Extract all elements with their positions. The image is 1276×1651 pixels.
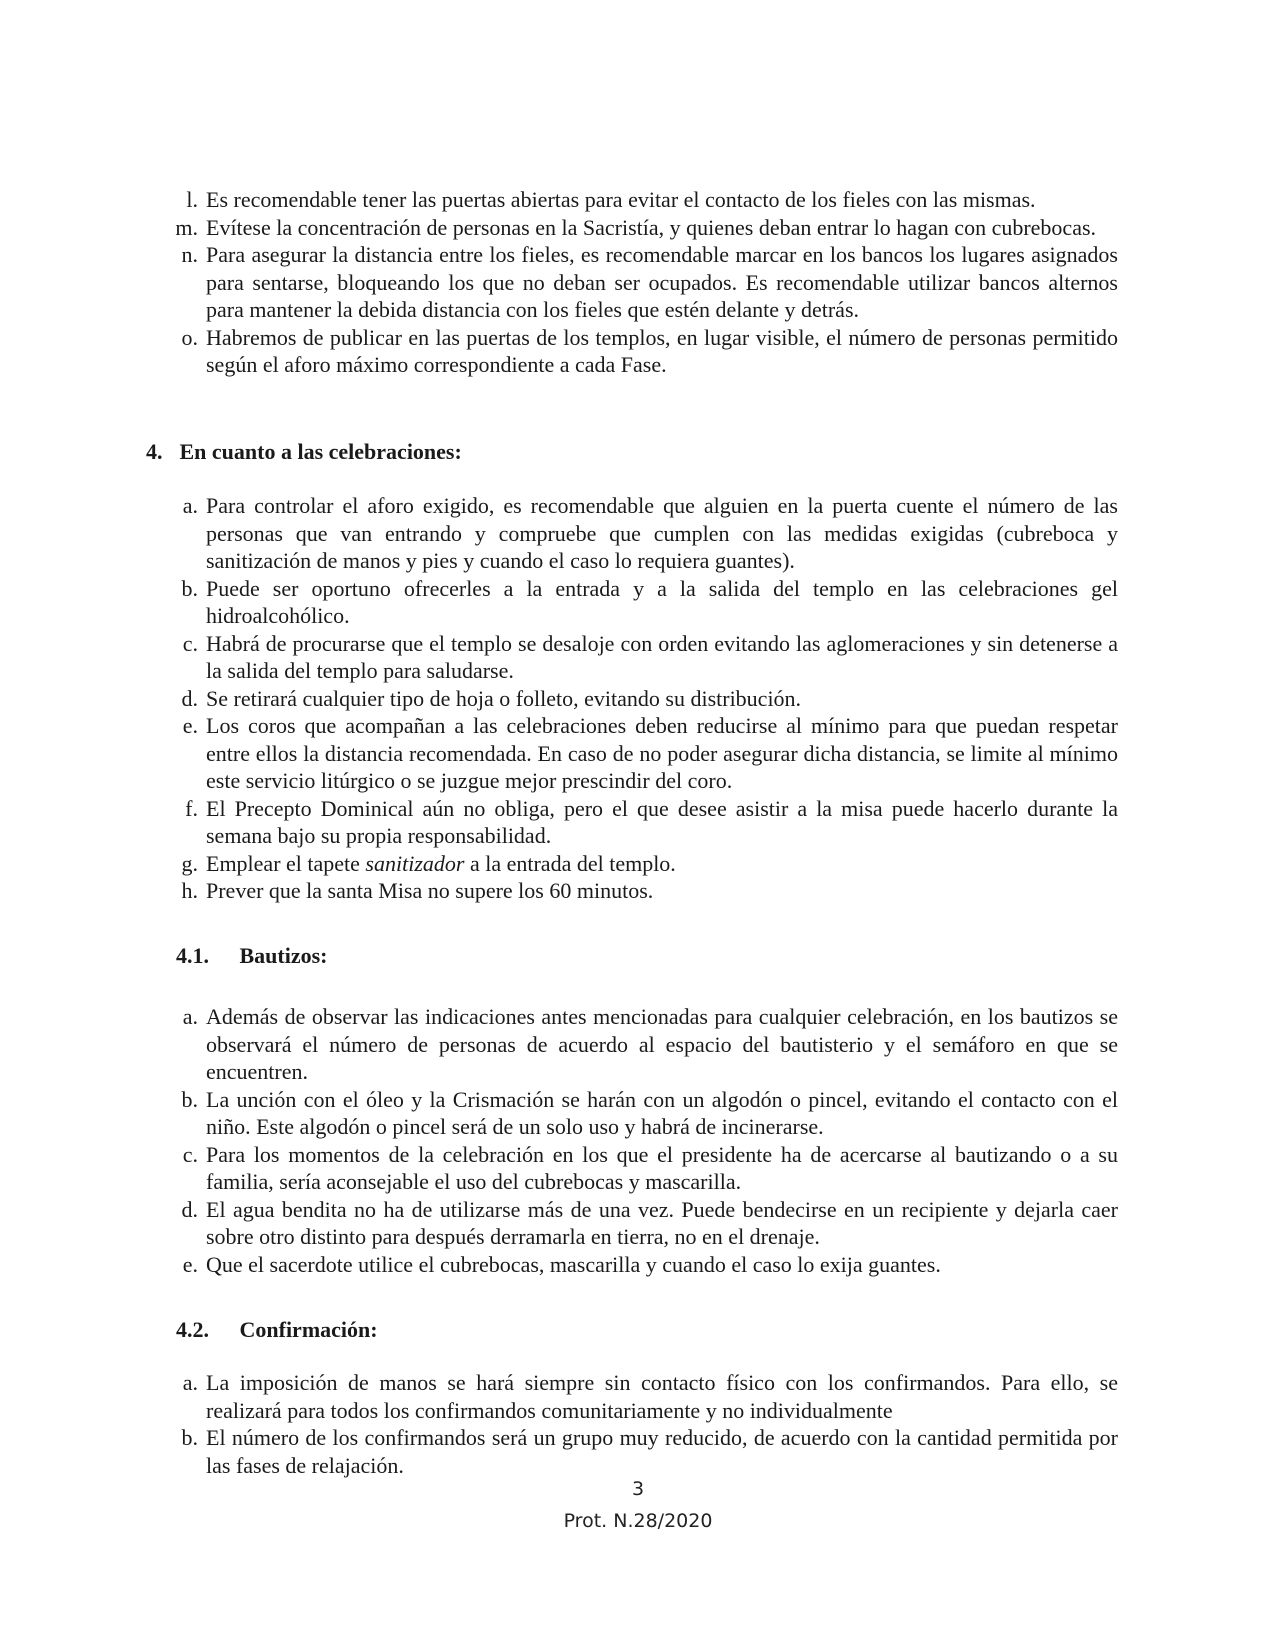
- list-item-text: La unción con el óleo y la Crismación se harán con un algodón o pincel, evitando el contacto con el niño. Este algodón o pincel será de un solo uso y habrá de incinerarse.: [206, 1086, 1118, 1139]
- list-marker: e.: [182, 1251, 198, 1277]
- list-marker: o.: [181, 324, 198, 350]
- list-marker: b.: [181, 1086, 198, 1112]
- list-marker: a.: [182, 1004, 198, 1029]
- list-item-text: Que el sacerdote utilice el cubrebocas, mascarilla y cuando el caso lo exija guantes.: [206, 1251, 941, 1277]
- subsection-number: 4.1.: [176, 943, 209, 968]
- list-marker: b.: [181, 575, 198, 601]
- subsection-heading: [176, 942, 328, 970]
- list-marker: e.: [182, 713, 198, 738]
- list-item-text: El número de los confirmandos será un grupo muy reducido, de acuerdo con la cantidad permitida por las fases de relajación.: [206, 1425, 1118, 1478]
- list-item: [176, 1251, 1118, 1279]
- list-item-text: Además de observar las indicaciones antes mencionadas para cualquier celebración, en los bautizos se observará el número de personas de acuerdo al espacio del bautisterio y el semáforo en que se encuentren.: [206, 1004, 1118, 1084]
- section-heading: [146, 438, 462, 466]
- list-item: [176, 1369, 1118, 1424]
- text-segment: Emplear el tapete: [206, 850, 366, 876]
- list-item: [176, 1424, 1118, 1479]
- list-item: [176, 1086, 1118, 1141]
- list-marker: h.: [181, 878, 198, 903]
- list-item-text: El Precepto Dominical aún no obliga, pero el que desee asistir a la misa puede hacerlo durante la semana bajo su propia responsabilidad.: [206, 795, 1118, 848]
- list-marker: d.: [181, 1196, 198, 1222]
- list-marker: c.: [182, 630, 198, 656]
- list-marker: b.: [181, 1425, 198, 1450]
- list-item-text: Para controlar el aforo exigido, es recomendable que alguien en la puerta cuente el número de las personas que van entrando y compruebe que cumplen con las medidas exigidas (cubreboca y sanitización de manos y pies y cuando el caso lo requiera guantes).: [206, 493, 1118, 573]
- section-number: 4.: [146, 439, 163, 464]
- page-number: 3: [631, 1478, 645, 1500]
- list-item: [176, 241, 1118, 324]
- list-item-text: Puede ser oportuno ofrecerles a la entrada y a la salida del templo en las celebraciones gel hidroalcohólico.: [206, 575, 1118, 628]
- list-item-text: Para asegurar la distancia entre los fieles, es recomendable marcar en los bancos los lugares asignados para sentarse, bloqueando los que no deban ser ocupados. Es recomendable utilizar bancos alternos para mantener la debida distancia con los fieles que estén delante y detrás.: [206, 242, 1118, 322]
- text-segment: a la entrada del templo.: [464, 850, 676, 876]
- list-marker: d.: [181, 685, 198, 711]
- list-item-text: Los coros que acompañan a las celebraciones deben reducirse al mínimo para que puedan respetar entre ellos la distancia recomendada. En caso de no poder asegurar dicha distancia, se limite al mínimo este servicio litúrgico o se juzgue mejor prescindir del coro.: [206, 713, 1118, 793]
- list-marker: f.: [185, 795, 198, 821]
- subsection-heading: [176, 1316, 378, 1344]
- list-item-text: La imposición de manos se hará siempre sin contacto físico con los confirmandos. Para ello, se realizará para todos los confirmandos comunitariamente y no individualmente: [206, 1370, 1118, 1423]
- list-item-text: Evítese la concentración de personas en la Sacristía, y quienes deban entrar lo hagan con cubrebocas.: [206, 214, 1097, 240]
- italic-term: sanitizador: [365, 850, 465, 876]
- subsection-title: Confirmación:: [239, 1317, 378, 1342]
- list-item-text: Es recomendable tener las puertas abiertas para evitar el contacto de los fieles con las mismas.: [206, 187, 1036, 212]
- subsection-list: [176, 1003, 1118, 1278]
- list-item: [176, 685, 1118, 713]
- list-marker: a.: [182, 1370, 198, 1395]
- list-item: [176, 214, 1118, 242]
- list-item-text: Prever que la santa Misa no supere los 60 minutos.: [206, 878, 654, 903]
- list-item: [176, 630, 1118, 685]
- list-item-text: Para los momentos de la celebración en los que el presidente ha de acercarse al bautizando o a su familia, sería aconsejable el uso del cubrebocas y mascarilla.: [206, 1141, 1118, 1194]
- list-marker: g.: [181, 850, 198, 876]
- list-item: [176, 186, 1118, 214]
- list-item-text: Habremos de publicar en las puertas de los templos, en lugar visible, el número de personas permitido según el aforo máximo correspondiente a cada Fase.: [206, 324, 1118, 377]
- list-marker: c.: [182, 1141, 198, 1167]
- list-item-text: Habrá de procurarse que el templo se desaloje con orden evitando las aglomeraciones y sin detenerse a la salida del templo para saludarse.: [206, 630, 1118, 683]
- list-marker: l.: [186, 187, 198, 212]
- subsection-number: 4.2.: [176, 1317, 209, 1342]
- list-item: [176, 1196, 1118, 1251]
- list-marker: n.: [181, 242, 198, 267]
- section-title: En cuanto a las celebraciones:: [179, 439, 462, 464]
- list-item-text: [206, 851, 676, 876]
- subsection-list: [176, 1369, 1118, 1479]
- list-item: [176, 324, 1118, 379]
- list-item: [176, 877, 1118, 905]
- list-marker: m.: [175, 214, 198, 240]
- list-item-text: Se retirará cualquier tipo de hoja o folleto, evitando su distribución.: [206, 685, 802, 711]
- list-item: [176, 492, 1118, 575]
- protocol-number: Prot. N.28/2020: [563, 1510, 713, 1532]
- list-continuation: [176, 186, 1118, 379]
- list-item: [176, 575, 1118, 630]
- list-item: [176, 712, 1118, 795]
- list-marker: a.: [182, 493, 198, 518]
- list-item: [176, 795, 1118, 850]
- list-item: [176, 850, 1118, 878]
- subsection-title: Bautizos:: [239, 943, 328, 968]
- list-item: [176, 1003, 1118, 1086]
- list-item: [176, 1141, 1118, 1196]
- section-list: [176, 492, 1118, 905]
- list-item-text: El agua bendita no ha de utilizarse más de una vez. Puede bendecirse en un recipiente y dejarla caer sobre otro distinto para después derramarla en tierra, no en el drenaje.: [206, 1196, 1118, 1249]
